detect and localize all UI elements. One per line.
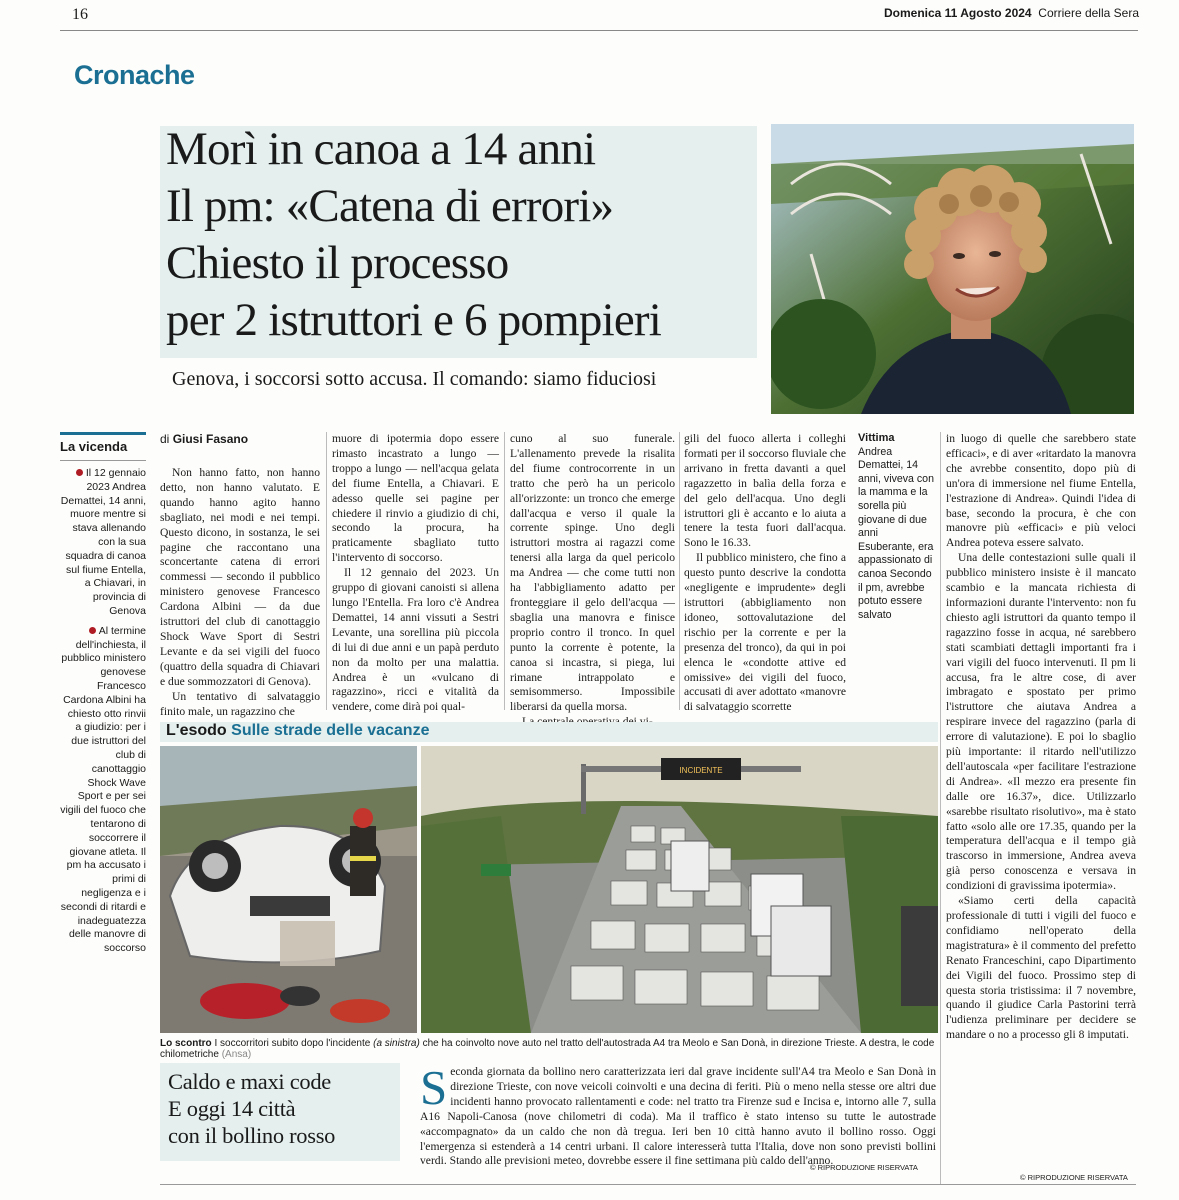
dateline: [884, 6, 1139, 20]
caption-emphasis: (a sinistra): [373, 1038, 420, 1049]
article-paragraph: Non hanno fatto, non hanno detto, non hanno valutato. E quando hanno agito hanno sbagliato, nei modi e nei tempi. Questo dicono, in sostanza, le sei pagine che raccontano una sconcertante catena di errori commessi — secondo il pubblico ministero genovese Francesco Cardona Albini — da due istruttori del club di canottaggio Shock Wave Sport di Sestri Levante e da sei vigili del fuoco (quattro della squadra di Chiavari e due sommozzatori di Genova).: [160, 466, 320, 688]
article-paragraph: Il pubblico ministero, che fino a questo punto descrive la condotta «negligente e imprudente» degli istruttori (abbigliamento non idoneo, sottovalutazione del rischio per la corrente e per la presenza del tronco), da qui in poi elenca le «condotte attive ed omissive» dei vigili del fuoco, accusati di aver adottato «manovre di salvataggio scorrette: [684, 551, 846, 714]
sidebar-paragraph: [60, 467, 146, 619]
article-paragraph: cuno al suo funerale. L'allenamento prevede la risalita del fiume controcorrente in un tratto che però ha un pericolo all'orizzonte: un tronco che emerge dall'acqua e verso il quale la corrente spinge. Uno degli istruttori mostra ai ragazzi come tenersi alla larga da quel pericolo ma Andrea — che come tutti non ha l'abbigliamento adatto per fronteggiare il gelo dell'acqua — sbaglia una manovra e finisce proprio contro il tronco. In quel punto la corrente è potente, la canoa si incastra, si piega, lui rimane intrappolato e semisommerso. Impossibile liberarsi da quella morsa.: [510, 432, 675, 714]
esodo-heading: Sulle strade delle vacanze: [231, 722, 430, 739]
issue-date: Domenica 11 Agosto 2024: [883, 6, 1032, 20]
photo-caption: [160, 1038, 938, 1060]
sidebar-la-vicenda: [60, 432, 146, 956]
article-paragraph: Un tentativo di salvataggio finito male, un ragazzino che: [160, 689, 320, 718]
caption-text: I soccorritori subito dopo l'incidente: [211, 1038, 374, 1049]
top-rule: [60, 30, 1138, 31]
sidebar-title: La vicenda: [60, 432, 146, 461]
victim-title: Vittima: [858, 432, 895, 444]
headline-line: Il pm: «Catena di errori»: [166, 180, 614, 232]
sub-headline-line: con il bollino rosso: [168, 1123, 336, 1148]
victim-text: Andrea Demattei, 14 anni, viveva con la mamma e la sorella più giovane di due anni Esuberante, era appassionato di canoa Secondo il pm, avrebbe potuto essere salvato: [858, 445, 934, 621]
sub-headline: [168, 1068, 400, 1149]
sidebar-paragraph: [60, 625, 146, 956]
article-paragraph: Il 12 gennaio del 2023. Un gruppo di giovani canoisti si allena lungo l'Entella. Fra loro c'è Andrea Demattei, 14 anni vissuti a Sestri Levante, una sorellina più piccola di lui di due anni e un papà perduto non da molto per una malattia. Andrea è un «vulcano di ragazzino», ricci e vitalità da vendere, come dirà poi qual-: [332, 566, 499, 714]
copyright-notice: © RIPRODUZIONE RISERVATA: [1020, 1173, 1128, 1182]
gantry-sign-text: INCIDENTE: [679, 766, 723, 775]
byline: [160, 432, 248, 446]
crash-photo: [160, 746, 417, 1033]
caption-text: che ha coinvolto nove auto nel tratto dell'autostrada A4 tra Meolo e San Donà, in direzione Trieste. A destra, le code chilometriche: [160, 1038, 935, 1060]
traffic-illustration: [421, 746, 938, 1033]
victim-photo: [771, 124, 1134, 414]
bullet-dot-icon: [89, 627, 96, 634]
byline-prefix: di: [160, 432, 170, 446]
subheadline: Genova, i soccorsi sotto accusa. Il comando: siamo fiduciosi: [172, 368, 657, 390]
bullet-dot-icon: [76, 469, 83, 476]
victim-caption-box: [858, 432, 938, 622]
article-column-1: [160, 466, 320, 719]
esodo-body-text: econda giornata da bollino nero caratterizzata ieri dal grave incidente sull'A4 tra Meolo e San Donà in direzione Trieste, con nove veicoli coinvolti e una decina di feriti. Più o meno nella stesse ore altri due incidenti hanno provocato rallentamenti e code: nel tratto tra Firenze sud e Incisa e, intorno alle 7, sulla A16 Napoli-Canosa (nove chilometri di coda). Ma il traffico è stato intenso su tutte le autostrade «accompagnato» da un caldo che non dà tregua. Ieri ben 10 città hanno avuto il bollino rosso. Oggi l'emergenza si estenderà a 14 centri urbani. Il calore interesserà tutta l'Italia, dove non sono previsti bollini verdi. Stando alle previsioni meteo, dovrebbe essere il fine settimana più caldo dell'anno.: [420, 1065, 936, 1168]
article-column-4: [684, 432, 846, 715]
bottom-rule: [160, 1184, 1136, 1185]
sidebar-text: Il 12 gennaio 2023 Andrea Demattei, 14 anni, muore mentre si stava allenando con la sua squadra di canoa sul fiume Entella, a Chiavari, in provincia di Genova: [60, 467, 146, 617]
sub-headline-line: Caldo e maxi code: [168, 1069, 331, 1094]
crash-illustration: [160, 746, 417, 1033]
traffic-photo: [421, 746, 938, 1033]
copyright-notice: © RIPRODUZIONE RISERVATA: [810, 1163, 918, 1172]
article-paragraph: gili del fuoco allerta i colleghi formati per il soccorso fluviale che arrivano in fretta davanti a quel ragazzetto in balìa della forza e del gelo dell'acqua. Uno degli istruttori gli è accanto e lo aiuta a tenere la testa fuori dall'acqua. Sono le 16.33.: [684, 432, 846, 550]
column-divider: [940, 432, 941, 1184]
byline-author: Giusi Fasano: [172, 432, 249, 446]
sub-headline-line: E oggi 14 città: [168, 1096, 296, 1121]
article-paragraph: Una delle contestazioni sulle quali il pubblico ministero insiste è il mancato scambio e la mancata richiesta di informazioni durante l'intervento: non fu chiesto agli istruttori da quanto tempo il ragazzino fosse in acqua, né sarebbero stati scambiati dettagli importanti fra i vari vigili del fuoco intervenuti. Il pm li accusa, fra le altre cose, di aver imbragato e spostato per primo l'istruttore che aiutava Andrea a respirare invece del ragazzino (parla di errore di valutazione). E poi lo sbaglio più importante: il ritardo nell'utilizzo dell'autoscala «per facilitare l'estrazione di Andrea». «Il mezzo era presente fin dalle ore 16.37», dice. Utilizzarlo «sarebbe risultato risolutivo», ma è stato fatto «solo alle ore 17.35, quando per la temperatura dell'acqua e il tempo già trascorso in immersione, Andrea aveva già perso conoscenza e versava in condizioni di gravissima ipotermia».: [946, 551, 1136, 893]
article-column-5: [946, 432, 1136, 1043]
portrait-illustration: [771, 124, 1134, 414]
column-divider: [326, 432, 327, 710]
headline: [166, 121, 766, 349]
article-column-3: [510, 432, 675, 730]
section-title: Cronache: [74, 60, 195, 90]
page-number: 16: [72, 6, 88, 23]
headline-line: Morì in canoa a 14 anni: [166, 123, 596, 175]
newspaper-name: Corriere della Sera: [1038, 6, 1139, 20]
esodo-title: [166, 722, 429, 740]
caption-lead: Lo scontro: [160, 1038, 212, 1049]
column-divider: [679, 432, 680, 710]
article-paragraph: in luogo di quelle che sarebbero state efficaci», e di aver «ritardato la manovra che avrebbe consentito, dopo più di un'ora di immersione nel fiume Entella, l'estrazione di Andrea». Quindi l'idea di base, secondo la procura, è che con manovre più «efficaci» e più veloci Andrea poteva essere salvato.: [946, 432, 1136, 550]
article-paragraph: muore di ipotermia dopo essere rimasto incastrato a lungo — troppo a lungo — nell'acqua gelata del fiume Entella, a Chiavari. E adesso quelle sei pagine per chiedere il rinvio a giudizio di chi, secondo la procura, ha praticamente sbagliato tutto l'intervento di soccorso.: [332, 432, 499, 565]
sidebar-text: Al termine dell'inchiesta, il pubblico ministero genovese Francesco Cardona Albini ha chiesto otto rinvii a giudizio: per i due istruttori del club di canottaggio Shock Wave Sport e per sei vigili del fuoco che tentarono di soccorrere il giovane atleta. Il pm ha accusato i primi di negligenza e i secondi di ritardi e inadeguatezza delle manovre di soccorso: [60, 624, 146, 955]
article-paragraph: «Siamo certi della capacità professionale di tutti i vigili del fuoco e confidiamo nell'operato della magistratura» è il commento del prefetto Renato Franceschini, capo Dipartimento dei Vigili del fuoco. Prossimo step di questa storia tristissima: il 7 novembre, quando il giudice Carla Pastorini terrà l'udienza preliminare per decidere se mandare o no a processo gli 8 imputati.: [946, 894, 1136, 1042]
esodo-kicker: L'esodo: [166, 722, 227, 739]
esodo-body: [420, 1060, 936, 1169]
headline-line: Chiesto il processo: [166, 237, 509, 289]
column-divider: [504, 432, 505, 710]
article-column-2: [332, 432, 499, 715]
photo-credit: (Ansa): [221, 1049, 252, 1060]
drop-cap: S: [420, 1060, 448, 1115]
headline-line: per 2 istruttori e 6 pompieri: [166, 294, 661, 346]
